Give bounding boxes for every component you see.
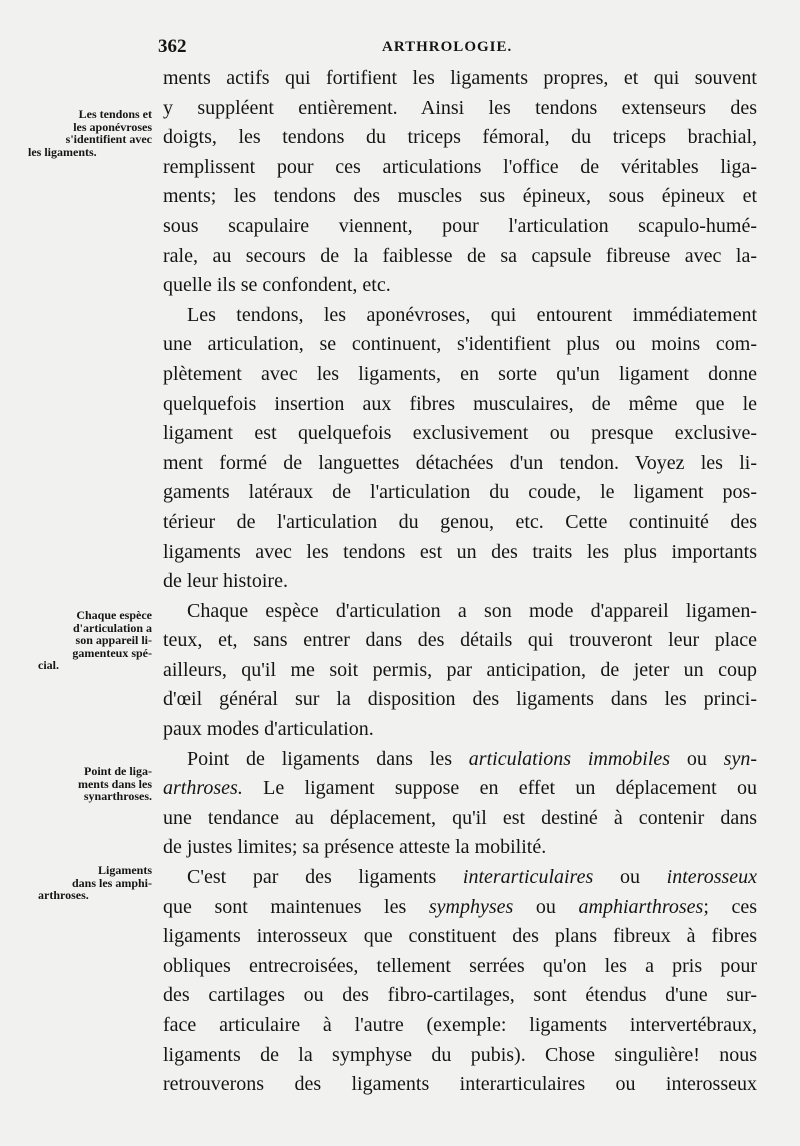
text-line: ments; les tendons des muscles sus épineux, sous épineux et — [163, 185, 757, 208]
text-line: plètement avec les ligaments, en sorte qu'un ligament donne — [163, 362, 757, 385]
text-line: arthroses. Le ligament suppose en effet un déplacement ou — [163, 777, 757, 800]
text-line: C'est par des ligaments interarticulaires ou interosseux — [187, 866, 757, 889]
text-line: des cartilages ou des fibro-cartilages, sont étendus d'une sur- — [163, 984, 757, 1007]
margin-note-synarthroses: Point de liga- ments dans les synarthroses. — [77, 764, 152, 803]
text-line: ailleurs, qu'il me soit permis, par anticipation, de jeter un coup — [163, 658, 757, 681]
text-line: sous scapulaire viennent, pour l'articulation scapulo-humé- — [163, 214, 757, 237]
text-line: remplissent pour ces articulations l'office de véritables liga- — [163, 155, 757, 178]
text-line: de leur histoire. — [163, 570, 288, 593]
page-number: 362 — [158, 36, 187, 57]
text-line: paux modes d'articulation. — [163, 718, 374, 741]
body-text — [163, 64, 757, 1100]
text-line: ment formé de languettes détachées d'un tendon. Voyez les li- — [163, 451, 757, 474]
text-line: ligament est quelquefois exclusivement ou presque exclusive- — [163, 422, 757, 445]
text-line: Les tendons, les aponévroses, qui entourent immédiatement — [187, 303, 757, 326]
text-line: ments actifs qui fortifient les ligaments propres, et qui souvent — [163, 67, 757, 89]
margin-note-amphiarthroses: Ligaments dans les amphi- arthroses. — [38, 863, 152, 902]
text-line: gaments latéraux de l'articulation du coude, le ligament pos- — [163, 481, 757, 504]
text-line: teux, et, sans entrer dans des détails qui trouveront leur place — [163, 629, 757, 652]
text-line: d'œil général sur la disposition des ligaments dans les princi- — [163, 688, 757, 711]
text-line: térieur de l'articulation du genou, etc. Cette continuité des — [163, 510, 757, 533]
text-line: Point de ligaments dans les articulations immobiles ou syn- — [187, 747, 757, 770]
running-title: ARTHROLOGIE. — [382, 39, 513, 55]
text-line: quelle ils se confondent, etc. — [163, 274, 391, 297]
text-line: ligaments de la symphyse du pubis). Chose singulière! nous — [163, 1043, 757, 1066]
text-line: obliques entrecroisées, tellement serrées qu'on les a pris pour — [163, 954, 757, 977]
text-line: quelquefois insertion aux fibres musculaires, de même que le — [163, 392, 757, 415]
text-line: y suppléent entièrement. Ainsi les tendons extenseurs des — [163, 96, 757, 119]
margin-note-appareil: Chaque espèce d'articulation a son appareil li- gamenteux spé- cial. — [38, 608, 152, 672]
margin-note-tendons: Les tendons et les aponévroses s'identifient avec les ligaments. — [28, 107, 152, 159]
text-line: face articulaire à l'autre (exemple: ligaments intervertébraux, — [163, 1014, 757, 1036]
text-line: doigts, les tendons du triceps fémoral, du triceps brachial, — [163, 126, 757, 149]
text-line: que sont maintenues les symphyses ou amphiarthroses; ces — [163, 895, 757, 918]
text-line: de justes limites; sa présence atteste la mobilité. — [163, 836, 547, 859]
text-line: une articulation, se continuent, s'identifient plus ou moins com- — [163, 333, 757, 356]
text-line: ligaments avec les tendons est un des traits les plus importants — [163, 540, 757, 563]
page-header — [158, 36, 518, 62]
text-line: une tendance au déplacement, qu'il est destiné à contenir dans — [163, 806, 757, 829]
text-line: retrouverons des ligaments interarticulaires ou interosseux — [163, 1073, 757, 1096]
text-line: ligaments interosseux que constituent des plans fibreux à fibres — [163, 925, 757, 948]
text-line: Chaque espèce d'articulation a son mode d'appareil ligamen- — [187, 599, 757, 622]
text-line: rale, au secours de la faiblesse de sa capsule fibreuse avec la- — [163, 244, 757, 267]
